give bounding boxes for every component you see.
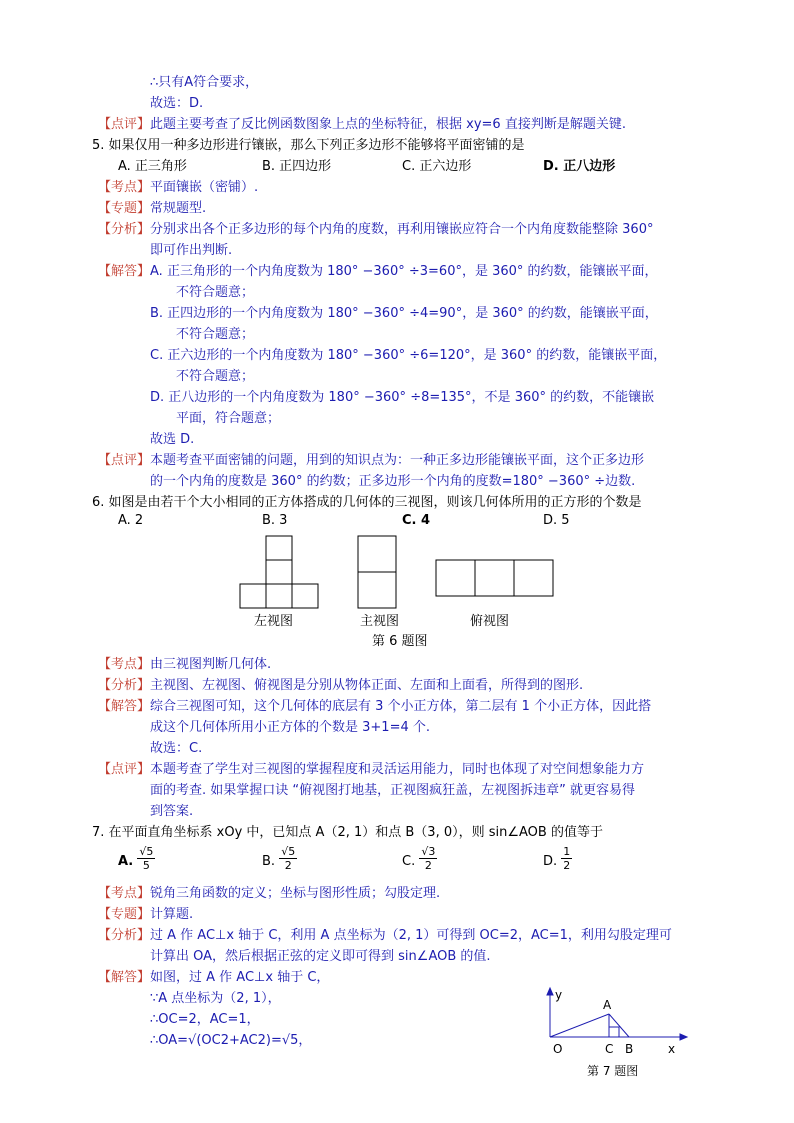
q5-stem: 5. 如果仅用一种多边形进行镶嵌，那么下列正多边形不能够将平面密铺的是 (92, 138, 525, 153)
option-denominator: 2 (424, 859, 432, 872)
q6-stem: 6. 如图是由若干个大小相同的正方体搭成的几何体的三视图，则该几何体所用的正方形的个数是 (92, 495, 642, 510)
option-letter: C. (402, 854, 416, 869)
q5-fenxi (98, 220, 653, 240)
option-denominator: 2 (563, 859, 571, 872)
q4-comment (98, 115, 626, 135)
option-letter: D. (543, 854, 558, 869)
fenxi-text: 主视图、左视图、俯视图是分别从物体正面、左面和上面看，所得到的图形. (150, 678, 584, 693)
dianping-tag: 【点评】 (98, 453, 151, 468)
q7-option-d (543, 845, 572, 872)
jieda-line: C. 正六边形的一个内角度数为 180° −360° ÷6=120°，是 360° 的约数，能镶嵌平面， (150, 348, 667, 363)
jieda-line: D. 正八边形的一个内角度数为 180° −360° ÷8=135°，不是 360° 的约数，不能镶嵌 (150, 390, 655, 405)
dianping-text: 本题考查了学生对三视图的掌握程度和灵活运用能力，同时也体现了对空间想象能力方 (150, 762, 645, 777)
left-view-square (266, 536, 292, 560)
q6-kaodian (98, 655, 271, 675)
q6-option-a: A. 2 (118, 513, 144, 528)
front-view-square (358, 536, 396, 572)
jieda-line: 不符合题意； (176, 285, 255, 300)
fenxi-tag: 【分析】 (98, 222, 151, 237)
zhuanti-tag: 【专题】 (98, 201, 151, 216)
q7-option-c (402, 845, 437, 872)
left-view-square (292, 584, 318, 608)
q7-fenxi (98, 926, 672, 946)
option-numerator: √3 (421, 845, 436, 858)
q7-stem: 7. 在平面直角坐标系 xOy 中，已知点 A（2, 1）和点 B（3, 0），则 sin∠AOB 的值等于 (92, 825, 603, 840)
jieda-line: 不符合题意； (176, 327, 255, 342)
jieda-tag: 【解答】 (98, 699, 151, 714)
jieda-tag: 【解答】 (98, 264, 151, 279)
jieda-line: A. 正三角形的一个内角度数为 180° −360° ÷3=60°，是 360° 的约数，能镶嵌平面， (150, 264, 658, 279)
front-view-label: 主视图 (360, 614, 400, 629)
fenxi-text: 过 A 作 AC⊥x 轴于 C，利用 A 点坐标为（2, 1）可得到 OC=2，AC=1，利用勾股定理可 (150, 928, 672, 943)
option-letter: B. (262, 854, 276, 869)
fenxi-text: 分别求出各个正多边形的每个内角的度数，再利用镶嵌应符合一个内角度数能整除 360° (150, 222, 654, 237)
q7-option-a (118, 845, 155, 872)
point-c-label: C (605, 1042, 614, 1056)
jieda-tag: 【解答】 (98, 970, 151, 985)
q7-jieda (98, 968, 329, 988)
q5-option-c: C. 正六边形 (402, 159, 472, 174)
q6-option-d: D. 5 (543, 513, 570, 528)
q7-option-b (262, 845, 297, 872)
right-angle-mark (609, 1027, 619, 1037)
q5-jieda (98, 262, 658, 282)
comment-text: 此题主要考查了反比例函数图象上点的坐标特征，根据 xy=6 直接判断是解题关键. (150, 117, 626, 132)
zhuanti-text: 计算题. (150, 907, 194, 922)
q7-fenxi-cont: 计算出 OA，然后根据正弦的定义即可得到 sin∠AOB 的值. (150, 949, 491, 964)
origin-label: O (553, 1042, 563, 1056)
kaodian-tag: 【考点】 (98, 886, 151, 901)
q7-jieda-line: ∴OC=2，AC=1， (150, 1012, 260, 1027)
left-view-square (240, 584, 266, 608)
option-denominator: 2 (284, 859, 292, 872)
kaodian-tag: 【考点】 (98, 657, 151, 672)
q6-dianping (98, 760, 644, 780)
option-denominator: 5 (142, 859, 150, 872)
jieda-line: 平面，符合题意； (176, 411, 281, 426)
coordinate-figure (525, 985, 690, 1085)
q6-option-c: C. 4 (402, 513, 431, 528)
zhuanti-text: 常规题型. (150, 201, 207, 216)
kaodian-text: 锐角三角函数的定义；坐标与图形性质；勾股定理. (150, 886, 441, 901)
jieda-text: 综合三视图可知，这个几何体的底层有 3 个小正方体，第二层有 1 个小正方体，因此搭 (150, 699, 652, 714)
q7-jieda-line: ∴OA=√(OC2+AC2)=√5， (150, 1033, 312, 1048)
zhuanti-tag: 【专题】 (98, 907, 151, 922)
q5-dianping (98, 451, 644, 471)
y-axis-label: y (555, 988, 563, 1002)
y-axis-arrow (547, 988, 553, 995)
q6-fenxi (98, 676, 583, 696)
option-letter: A. (118, 854, 134, 869)
q4-conclusion: ∴只有A符合要求， (150, 75, 259, 90)
x-axis-label: x (668, 1042, 676, 1056)
q6-jieda-cont: 成这个几何体所用小正方体的个数是 3+1=4 个. (150, 720, 430, 735)
fenxi-tag: 【分析】 (98, 678, 151, 693)
q4-answer: 故选：D. (150, 96, 204, 111)
q6-option-b: B. 3 (262, 513, 288, 528)
q5-kaodian (98, 178, 258, 198)
left-view-square (266, 560, 292, 584)
q5-zhuanti (98, 199, 206, 219)
q5-option-a: A. 正三角形 (118, 159, 187, 174)
jieda-line: 不符合题意； (176, 369, 255, 384)
q5-option-b: B. 正四边形 (262, 159, 332, 174)
q5-dianping-cont: 的一个内角的度数是 360° 的约数；正多边形一个内角的度数=180° −360° ÷边数. (150, 474, 636, 489)
segment-oa (550, 1014, 609, 1037)
figure-caption: 第 7 题图 (587, 1064, 639, 1078)
comment-tag: 【点评】 (98, 117, 151, 132)
q6-dianping-cont: 面的考查. 如果掌握口诀 “俯视图打地基，正视图疯狂盖，左视图拆违章” 就更容易得 (150, 783, 635, 798)
x-axis-arrow (680, 1034, 687, 1040)
top-view-label: 俯视图 (470, 614, 510, 629)
left-view-square (266, 584, 292, 608)
q7-kaodian (98, 884, 440, 904)
jieda-text: 如图，过 A 作 AC⊥x 轴于 C， (150, 970, 330, 985)
top-view-square (436, 560, 475, 596)
option-numerator: √5 (139, 845, 154, 858)
front-view-square (358, 572, 396, 608)
jieda-line: 故选 D. (150, 432, 195, 447)
jieda-line: B. 正四边形的一个内角度数为 180° −360° ÷4=90°，是 360° 的约数，能镶嵌平面， (150, 306, 658, 321)
point-a-label: A (603, 998, 612, 1012)
q7-zhuanti (98, 905, 193, 925)
option-numerator: √5 (281, 845, 296, 858)
kaodian-tag: 【考点】 (98, 180, 151, 195)
q6-dianping-cont: 到答案. (150, 804, 194, 819)
point-b-label: B (625, 1042, 634, 1056)
three-view-figure (230, 530, 570, 655)
q6-answer: 故选：C. (150, 741, 203, 756)
fenxi-tag: 【分析】 (98, 928, 151, 943)
q5-option-d: D. 正八边形 (543, 159, 616, 174)
dianping-text: 本题考查平面密铺的问题，用到的知识点为：一种正多边形能镶嵌平面，这个正多边形 (150, 453, 645, 468)
kaodian-text: 由三视图判断几何体. (150, 657, 272, 672)
q7-jieda-line: ∵A 点坐标为（2, 1）， (150, 991, 281, 1006)
top-view-square (514, 560, 553, 596)
figure-caption: 第 6 题图 (372, 634, 428, 649)
left-view-label: 左视图 (254, 614, 294, 629)
dianping-tag: 【点评】 (98, 762, 151, 777)
q6-jieda (98, 697, 651, 717)
top-view-square (475, 560, 514, 596)
option-numerator: 1 (563, 845, 571, 858)
q5-fenxi-cont: 即可作出判断. (150, 243, 233, 258)
kaodian-text: 平面镶嵌（密铺）. (150, 180, 259, 195)
